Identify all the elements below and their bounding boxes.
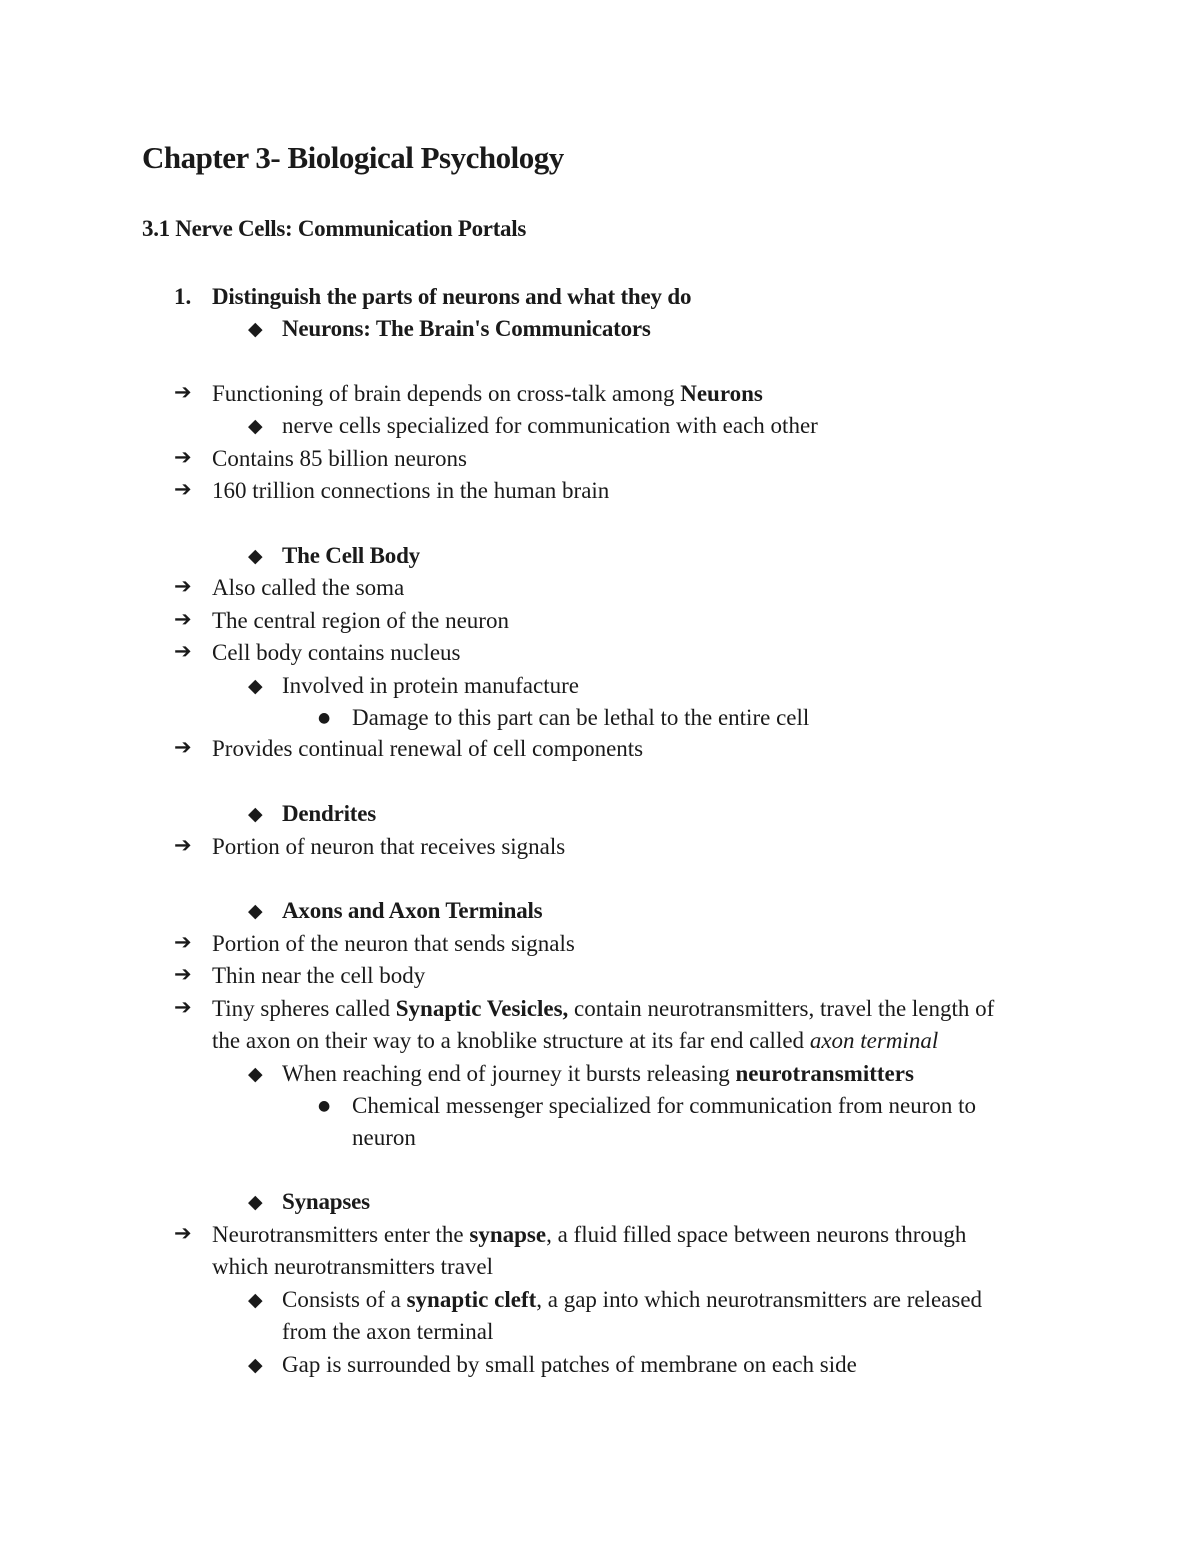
dot-bullet-icon: ●	[318, 1098, 331, 1114]
dendrites-heading: Dendrites	[282, 801, 377, 826]
list-item: Also called the soma	[212, 575, 405, 600]
synapses-heading: Synapses	[282, 1189, 370, 1214]
list-item: Portion of the neuron that sends signals	[212, 931, 575, 956]
key-term: synaptic cleft	[406, 1287, 537, 1312]
diamond-bullet-icon: ◆	[248, 1191, 263, 1213]
diamond-bullet-icon: ◆	[248, 1289, 263, 1311]
diamond-bullet-icon: ◆	[248, 803, 263, 825]
list-item: Gap is surrounded by small patches of membrane on each side	[282, 1352, 857, 1377]
list-item: Portion of neuron that receives signals	[212, 834, 566, 859]
list-item: Consists of a synaptic cleft, a gap into which neurotransmitters are released	[282, 1287, 983, 1312]
diamond-bullet-icon: ◆	[248, 1354, 263, 1376]
dot-bullet-icon: ●	[318, 710, 331, 726]
cell-body-heading: The Cell Body	[282, 543, 420, 568]
key-term: synapse	[469, 1222, 547, 1247]
list-item: Cell body contains nucleus	[212, 640, 461, 665]
list-item: Damage to this part can be lethal to the entire cell	[352, 705, 810, 730]
arrow-right-icon: ➔	[174, 380, 192, 404]
arrow-right-icon: ➔	[174, 1221, 192, 1245]
section-heading: 3.1 Nerve Cells: Communication Portals	[142, 216, 527, 241]
list-item-continuation: the axon on their way to a knoblike structure at its far end called axon terminal	[212, 1028, 939, 1053]
list-item-continuation: from the axon terminal	[282, 1319, 494, 1344]
arrow-right-icon: ➔	[174, 607, 192, 631]
list-item: Chemical messenger specialized for communication from neuron to	[352, 1093, 976, 1118]
key-term: Synaptic Vesicles,	[395, 996, 569, 1021]
arrow-right-icon: ➔	[174, 995, 192, 1019]
arrow-right-icon: ➔	[174, 833, 192, 857]
list-item: The central region of the neuron	[212, 608, 509, 633]
arrow-right-icon: ➔	[174, 735, 192, 759]
list-item: Contains 85 billion neurons	[212, 446, 467, 471]
arrow-right-icon: ➔	[174, 639, 192, 663]
list-item: Tiny spheres called Synaptic Vesicles, contain neurotransmitters, travel the length of	[212, 996, 995, 1021]
list-item: Provides continual renewal of cell components	[212, 736, 644, 761]
key-term: neurotransmitters	[735, 1061, 914, 1086]
chapter-title: Chapter 3- Biological Psychology	[142, 140, 564, 175]
list-item: Functioning of brain depends on cross-talk among Neurons	[212, 381, 763, 406]
axons-heading: Axons and Axon Terminals	[282, 898, 543, 923]
neurons-heading: Neurons: The Brain's Communicators	[282, 316, 651, 341]
arrow-right-icon: ➔	[174, 930, 192, 954]
arrow-right-icon: ➔	[174, 962, 192, 986]
arrow-right-icon: ➔	[174, 477, 192, 501]
list-item: Thin near the cell body	[212, 963, 426, 988]
diamond-bullet-icon: ◆	[248, 900, 263, 922]
key-term: axon terminal	[809, 1028, 939, 1053]
objective-text: Distinguish the parts of neurons and what they do	[212, 284, 692, 309]
arrow-right-icon: ➔	[174, 445, 192, 469]
list-item-continuation: neuron	[352, 1125, 416, 1150]
list-item-continuation: which neurotransmitters travel	[212, 1254, 494, 1279]
objective-number: 1.	[174, 284, 192, 309]
diamond-bullet-icon: ◆	[248, 1063, 263, 1085]
list-item: When reaching end of journey it bursts releasing neurotransmitters	[282, 1061, 914, 1086]
diamond-bullet-icon: ◆	[248, 318, 263, 340]
list-item: Neurotransmitters enter the synapse, a fluid filled space between neurons through	[212, 1222, 967, 1247]
diamond-bullet-icon: ◆	[248, 545, 263, 567]
list-item: nerve cells specialized for communication with each other	[282, 413, 818, 438]
diamond-bullet-icon: ◆	[248, 675, 263, 697]
key-term: Neurons	[680, 381, 763, 406]
list-item: 160 trillion connections in the human brain	[212, 478, 610, 503]
list-item: Involved in protein manufacture	[282, 673, 579, 698]
arrow-right-icon: ➔	[174, 574, 192, 598]
diamond-bullet-icon: ◆	[248, 415, 263, 437]
